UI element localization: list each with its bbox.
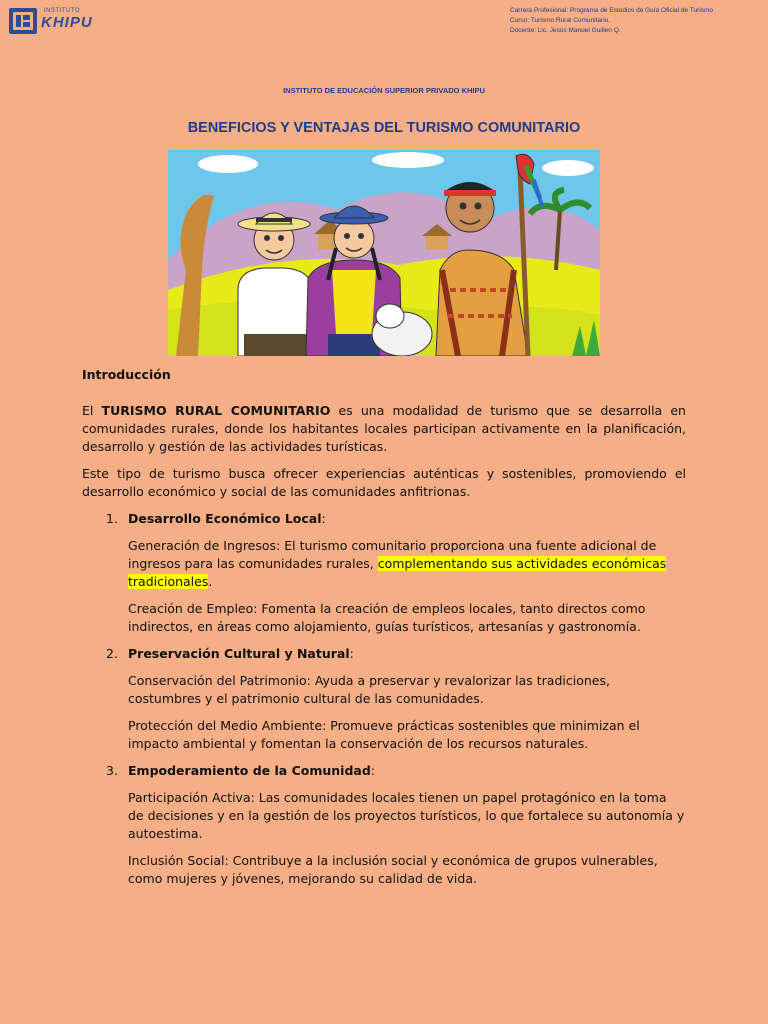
section-title: Desarrollo Económico Local xyxy=(128,511,322,526)
course-line: Curso: Turismo Rural Comunitario. xyxy=(510,17,611,24)
community-tourism-illustration xyxy=(168,150,600,356)
page-title: BENEFICIOS Y VENTAJAS DEL TURISMO COMUNITARIO xyxy=(187,120,581,136)
section-1-point-b: Creación de Empleo: Fomenta la creación de empleos locales, tanto directos como indirectos, en áreas como alojamiento, guías turísticos, artesanías y gastronomía. xyxy=(128,601,646,634)
intro-paragraph-1 xyxy=(82,402,686,456)
section-1-point-a xyxy=(128,537,686,591)
institution-name: INSTITUTO DE EDUCACIÓN SUPERIOR PRIVADO KHIPU xyxy=(283,86,485,95)
khipu-logo-icon xyxy=(8,7,38,35)
section-3-heading xyxy=(82,762,686,780)
section-3-body xyxy=(128,789,686,888)
section-2-body xyxy=(128,672,686,753)
intro-heading: Introducción xyxy=(82,367,171,382)
point-a-end: . xyxy=(208,574,213,589)
logo-brand-text: KHIPU xyxy=(41,14,93,31)
section-2-point-a: Conservación del Patrimonio: Ayuda a preservar y revalorizar las tradiciones, costumbres y el patrimonio cultural de las comunidades. xyxy=(128,673,610,706)
section-title: Preservación Cultural y Natural xyxy=(128,646,350,661)
section-colon: : xyxy=(370,763,375,778)
section-number: 1. xyxy=(106,511,118,526)
intro-p1-bold: TURISMO RURAL COMUNITARIO xyxy=(101,403,331,418)
document-body xyxy=(82,366,686,897)
career-line: Carrera Profesional: Programa de Estudios de Guía Oficial de Turismo xyxy=(510,7,714,14)
section-2-point-b: Protección del Medio Ambiente: Promueve prácticas sostenibles que minimizan el impacto ambiental y fomentan la conservación de los recursos naturales. xyxy=(128,718,640,751)
section-colon: : xyxy=(349,646,354,661)
section-number: 3. xyxy=(106,763,118,778)
section-colon: : xyxy=(321,511,326,526)
section-number: 2. xyxy=(106,646,118,661)
section-3-point-b: Inclusión Social: Contribuye a la inclusión social y económica de grupos vulnerables, como mujeres y jóvenes, mejorando su calidad de vida. xyxy=(128,853,658,886)
highlighted-text: complementando sus actividades económicas tradicionales xyxy=(128,556,667,589)
course-info xyxy=(510,6,765,36)
section-1-body xyxy=(128,537,686,636)
logo-small-text: INSTITUTO xyxy=(44,8,81,14)
intro-paragraph-2: Este tipo de turismo busca ofrecer experiencias auténticas y sostenibles, promoviendo el desarrollo económico y social de las comunidades anfitrionas. xyxy=(82,466,686,499)
point-a-text: Generación de Ingresos: El turismo comunitario proporciona una fuente adicional de ingresos para las comunidades rurales, xyxy=(128,538,657,571)
intro-p1-prefix: El xyxy=(82,403,102,418)
section-1-heading xyxy=(82,510,686,528)
teacher-line: Docente: Lic. Jesús Manuel Guillen Q. xyxy=(510,27,621,34)
section-3-point-a: Participación Activa: Las comunidades locales tienen un papel protagónico en la toma de decisiones y en la gestión de los proyectos turísticos, lo que fortalece su autonomía y autoestima. xyxy=(128,790,685,841)
section-title: Empoderamiento de la Comunidad xyxy=(128,763,371,778)
section-2-heading xyxy=(82,645,686,663)
institute-logo xyxy=(8,6,108,36)
intro-p1-rest: es una modalidad de turismo que se desarrolla en comunidades rurales, donde los habitantes locales participan activamente en la planificación, desarrollo y gestión de las actividades turísticas. xyxy=(82,403,686,454)
